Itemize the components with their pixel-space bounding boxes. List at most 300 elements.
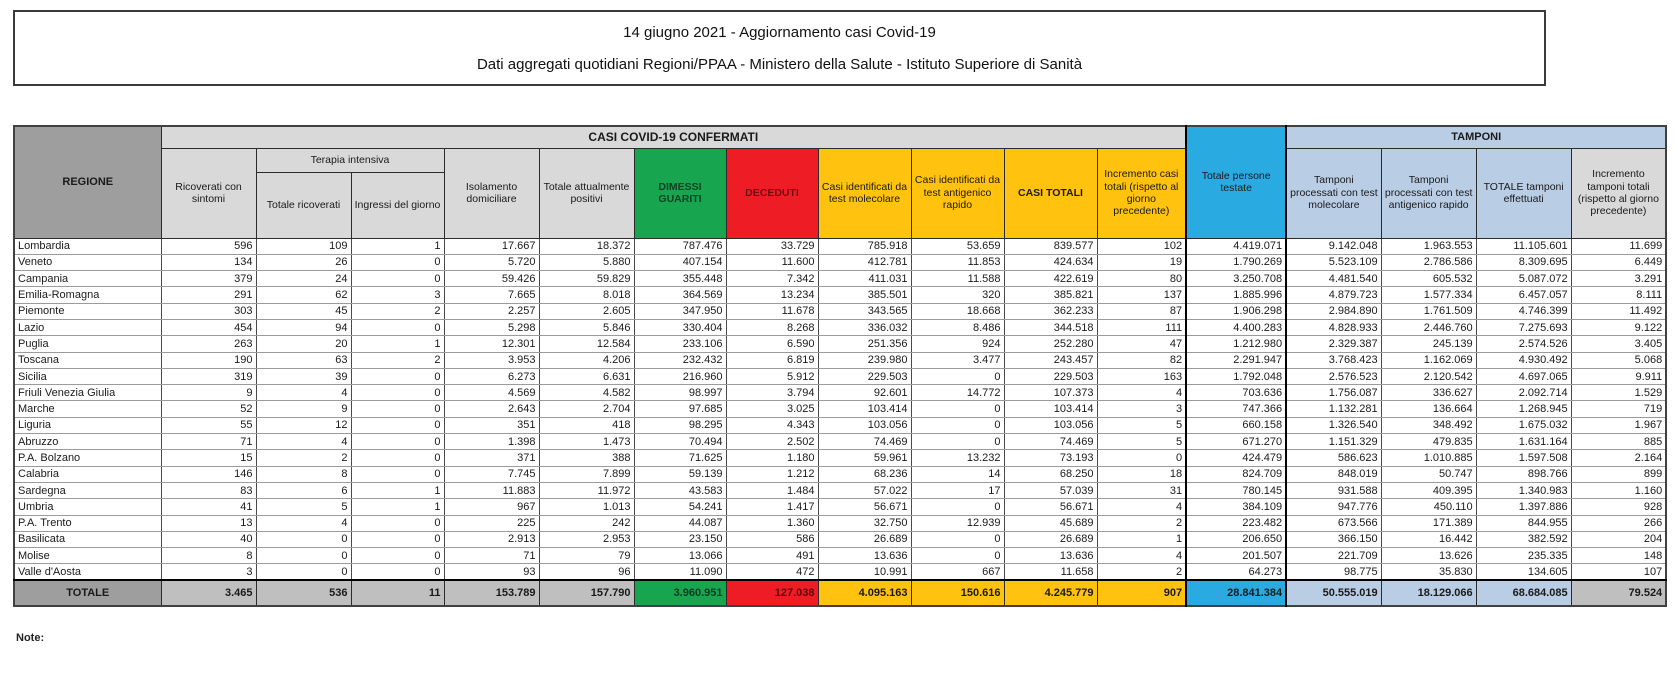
value-cell: 83 — [161, 482, 256, 498]
header-tamponi-antigenico: Tamponi processati con test antigenico rapido — [1381, 148, 1476, 238]
table-row — [14, 254, 1666, 270]
value-cell: 8.486 — [911, 319, 1004, 335]
value-cell: 71 — [444, 548, 539, 564]
region-name-cell: Toscana — [14, 352, 161, 368]
value-cell: 1.398 — [444, 434, 539, 450]
header-totale-ricoverati: Totale ricoverati — [256, 172, 351, 238]
value-cell: 2.913 — [444, 531, 539, 547]
value-cell: 1.360 — [726, 515, 818, 531]
total-value-cell: 536 — [256, 580, 351, 606]
value-cell: 4 — [1097, 499, 1186, 515]
value-cell: 0 — [351, 417, 444, 433]
region-name-cell: P.A. Bolzano — [14, 450, 161, 466]
table-row — [14, 417, 1666, 433]
value-cell: 59.139 — [634, 466, 726, 482]
value-cell: 0 — [256, 548, 351, 564]
value-cell: 4.930.492 — [1476, 352, 1571, 368]
table-row — [14, 401, 1666, 417]
value-cell: 18.372 — [539, 238, 634, 254]
value-cell: 216.960 — [634, 368, 726, 384]
value-cell: 0 — [351, 515, 444, 531]
value-cell: 1.792.048 — [1186, 368, 1286, 384]
value-cell: 1 — [351, 238, 444, 254]
value-cell: 347.950 — [634, 303, 726, 319]
value-cell: 885 — [1571, 434, 1666, 450]
value-cell: 31 — [1097, 482, 1186, 498]
value-cell: 11.678 — [726, 303, 818, 319]
value-cell: 344.518 — [1004, 319, 1097, 335]
value-cell: 303 — [161, 303, 256, 319]
value-cell: 0 — [256, 531, 351, 547]
total-value-cell: 50.555.019 — [1286, 580, 1381, 606]
value-cell: 5 — [1097, 434, 1186, 450]
value-cell: 4.206 — [539, 352, 634, 368]
value-cell: 98.775 — [1286, 564, 1381, 580]
total-value-cell: 127.038 — [726, 580, 818, 606]
table-row — [14, 515, 1666, 531]
value-cell: 11.588 — [911, 271, 1004, 287]
value-cell: 364.569 — [634, 287, 726, 303]
value-cell: 16.442 — [1381, 531, 1476, 547]
value-cell: 450.110 — [1381, 499, 1476, 515]
value-cell: 4 — [256, 385, 351, 401]
value-cell: 671.270 — [1186, 434, 1286, 450]
total-row — [14, 580, 1666, 606]
value-cell: 320 — [911, 287, 1004, 303]
value-cell: 898.766 — [1476, 466, 1571, 482]
table-row — [14, 336, 1666, 352]
value-cell: 13.626 — [1381, 548, 1476, 564]
region-name-cell: Emilia-Romagna — [14, 287, 161, 303]
table-row — [14, 466, 1666, 482]
header-regione: REGIONE — [14, 126, 161, 238]
value-cell: 0 — [351, 368, 444, 384]
value-cell: 13.636 — [818, 548, 911, 564]
value-cell: 263 — [161, 336, 256, 352]
value-cell: 7.745 — [444, 466, 539, 482]
value-cell: 454 — [161, 319, 256, 335]
total-value-cell: 907 — [1097, 580, 1186, 606]
value-cell: 3 — [1097, 401, 1186, 417]
header-group-casi-confermati: CASI COVID-19 CONFERMATI — [161, 126, 1186, 148]
value-cell: 1.473 — [539, 434, 634, 450]
value-cell: 18.668 — [911, 303, 1004, 319]
table-row — [14, 287, 1666, 303]
region-name-cell: Calabria — [14, 466, 161, 482]
value-cell: 80 — [1097, 271, 1186, 287]
region-name-cell: Marche — [14, 401, 161, 417]
value-cell: 785.918 — [818, 238, 911, 254]
table-row — [14, 531, 1666, 547]
value-cell: 2.257 — [444, 303, 539, 319]
value-cell: 9 — [256, 401, 351, 417]
value-cell: 243.457 — [1004, 352, 1097, 368]
total-value-cell: 153.789 — [444, 580, 539, 606]
region-name-cell: Friuli Venezia Giulia — [14, 385, 161, 401]
value-cell: 660.158 — [1186, 417, 1286, 433]
value-cell: 11.699 — [1571, 238, 1666, 254]
value-cell: 780.145 — [1186, 482, 1286, 498]
value-cell: 148 — [1571, 548, 1666, 564]
value-cell: 74.469 — [1004, 434, 1097, 450]
value-cell: 491 — [726, 548, 818, 564]
value-cell: 3 — [351, 287, 444, 303]
covid-data-table — [13, 125, 1667, 607]
value-cell: 107.373 — [1004, 385, 1097, 401]
table-row — [14, 564, 1666, 580]
value-cell: 26.689 — [1004, 531, 1097, 547]
region-name-cell: Liguria — [14, 417, 161, 433]
value-cell: 586 — [726, 531, 818, 547]
value-cell: 407.154 — [634, 254, 726, 270]
value-cell: 7.665 — [444, 287, 539, 303]
value-cell: 6.273 — [444, 368, 539, 384]
value-cell: 4.746.399 — [1476, 303, 1571, 319]
value-cell: 20 — [256, 336, 351, 352]
value-cell: 11.090 — [634, 564, 726, 580]
value-cell: 82 — [1097, 352, 1186, 368]
header-deceduti: DECEDUTI — [726, 148, 818, 238]
value-cell: 79 — [539, 548, 634, 564]
value-cell: 0 — [256, 564, 351, 580]
value-cell: 422.619 — [1004, 271, 1097, 287]
value-cell: 673.566 — [1286, 515, 1381, 531]
value-cell: 24 — [256, 271, 351, 287]
value-cell: 1 — [1097, 531, 1186, 547]
value-cell: 92.601 — [818, 385, 911, 401]
value-cell: 11.105.601 — [1476, 238, 1571, 254]
note-label: Note: — [16, 632, 45, 644]
table-body — [14, 238, 1666, 606]
value-cell: 17.667 — [444, 238, 539, 254]
table-row — [14, 319, 1666, 335]
value-cell: 15 — [161, 450, 256, 466]
table-row — [14, 482, 1666, 498]
value-cell: 71.625 — [634, 450, 726, 466]
value-cell: 71 — [161, 434, 256, 450]
value-cell: 2.786.586 — [1381, 254, 1476, 270]
value-cell: 41 — [161, 499, 256, 515]
value-cell: 586.623 — [1286, 450, 1381, 466]
total-value-cell: 79.524 — [1571, 580, 1666, 606]
value-cell: 17 — [911, 482, 1004, 498]
value-cell: 0 — [911, 434, 1004, 450]
value-cell: 50.747 — [1381, 466, 1476, 482]
value-cell: 4.419.071 — [1186, 238, 1286, 254]
region-name-cell: Puglia — [14, 336, 161, 352]
value-cell: 4.343 — [726, 417, 818, 433]
region-name-cell: Lombardia — [14, 238, 161, 254]
value-cell: 11.883 — [444, 482, 539, 498]
value-cell: 4 — [256, 434, 351, 450]
value-cell: 3.405 — [1571, 336, 1666, 352]
value-cell: 11.492 — [1571, 303, 1666, 319]
value-cell: 0 — [351, 254, 444, 270]
value-cell: 5 — [1097, 417, 1186, 433]
table-row — [14, 385, 1666, 401]
value-cell: 291 — [161, 287, 256, 303]
value-cell: 5.523.109 — [1286, 254, 1381, 270]
header-persone-testate: Totale persone testate — [1186, 126, 1286, 238]
table-row — [14, 499, 1666, 515]
value-cell: 351 — [444, 417, 539, 433]
value-cell: 103.414 — [818, 401, 911, 417]
value-cell: 1.484 — [726, 482, 818, 498]
total-value-cell: 18.129.066 — [1381, 580, 1476, 606]
value-cell: 2.643 — [444, 401, 539, 417]
table-row — [14, 238, 1666, 254]
value-cell: 190 — [161, 352, 256, 368]
value-cell: 355.448 — [634, 271, 726, 287]
value-cell: 6.457.057 — [1476, 287, 1571, 303]
value-cell: 899 — [1571, 466, 1666, 482]
value-cell: 382.592 — [1476, 531, 1571, 547]
value-cell: 1.132.281 — [1286, 401, 1381, 417]
value-cell: 68.250 — [1004, 466, 1097, 482]
region-name-cell: Molise — [14, 548, 161, 564]
value-cell: 1.180 — [726, 450, 818, 466]
value-cell: 239.980 — [818, 352, 911, 368]
value-cell: 225 — [444, 515, 539, 531]
value-cell: 107 — [1571, 564, 1666, 580]
value-cell: 4.582 — [539, 385, 634, 401]
total-value-cell: 157.790 — [539, 580, 634, 606]
value-cell: 4 — [1097, 548, 1186, 564]
value-cell: 56.671 — [1004, 499, 1097, 515]
page-subtitle: Dati aggregati quotidiani Regioni/PPAA - Ministero della Salute - Istituto Superiore di Sanità — [476, 56, 1083, 73]
value-cell: 1.340.983 — [1476, 482, 1571, 498]
header-incremento-tamponi: Incremento tamponi totali (rispetto al giorno precedente) — [1571, 148, 1666, 238]
value-cell: 7.342 — [726, 271, 818, 287]
value-cell: 2.574.526 — [1476, 336, 1571, 352]
value-cell: 12 — [256, 417, 351, 433]
value-cell: 137 — [1097, 287, 1186, 303]
table-row — [14, 271, 1666, 287]
header-dimessi-guariti: DIMESSI GUARITI — [634, 148, 726, 238]
value-cell: 45 — [256, 303, 351, 319]
value-cell: 719 — [1571, 401, 1666, 417]
value-cell: 1.906.298 — [1186, 303, 1286, 319]
value-cell: 8 — [256, 466, 351, 482]
value-cell: 70.494 — [634, 434, 726, 450]
value-cell: 0 — [1097, 450, 1186, 466]
value-cell: 59.829 — [539, 271, 634, 287]
value-cell: 57.039 — [1004, 482, 1097, 498]
value-cell: 2 — [351, 352, 444, 368]
table-row — [14, 352, 1666, 368]
value-cell: 479.835 — [1381, 434, 1476, 450]
value-cell: 97.685 — [634, 401, 726, 417]
value-cell: 3.953 — [444, 352, 539, 368]
value-cell: 2.984.890 — [1286, 303, 1381, 319]
value-cell: 52 — [161, 401, 256, 417]
value-cell: 348.492 — [1381, 417, 1476, 433]
value-cell: 204 — [1571, 531, 1666, 547]
value-cell: 26.689 — [818, 531, 911, 547]
value-cell: 266 — [1571, 515, 1666, 531]
value-cell: 26 — [256, 254, 351, 270]
value-cell: 5.912 — [726, 368, 818, 384]
value-cell: 928 — [1571, 499, 1666, 515]
value-cell: 379 — [161, 271, 256, 287]
value-cell: 1 — [351, 336, 444, 352]
value-cell: 4.481.540 — [1286, 271, 1381, 287]
value-cell: 1.967 — [1571, 417, 1666, 433]
value-cell: 3.768.423 — [1286, 352, 1381, 368]
value-cell: 5.846 — [539, 319, 634, 335]
value-cell: 0 — [351, 385, 444, 401]
value-cell: 0 — [351, 531, 444, 547]
value-cell: 229.503 — [1004, 368, 1097, 384]
value-cell: 54.241 — [634, 499, 726, 515]
value-cell: 12.584 — [539, 336, 634, 352]
value-cell: 1.790.269 — [1186, 254, 1286, 270]
value-cell: 59.426 — [444, 271, 539, 287]
header-casi-molecolare: Casi identificati da test molecolare — [818, 148, 911, 238]
value-cell: 103.414 — [1004, 401, 1097, 417]
value-cell: 2.704 — [539, 401, 634, 417]
value-cell: 63 — [256, 352, 351, 368]
value-cell: 3.477 — [911, 352, 1004, 368]
value-cell: 13.234 — [726, 287, 818, 303]
value-cell: 1.675.032 — [1476, 417, 1571, 433]
total-value-cell: 4.245.779 — [1004, 580, 1097, 606]
value-cell: 3.794 — [726, 385, 818, 401]
value-cell: 233.106 — [634, 336, 726, 352]
value-cell: 6.449 — [1571, 254, 1666, 270]
value-cell: 7.899 — [539, 466, 634, 482]
value-cell: 418 — [539, 417, 634, 433]
value-cell: 43.583 — [634, 482, 726, 498]
value-cell: 7.275.693 — [1476, 319, 1571, 335]
value-cell: 824.709 — [1186, 466, 1286, 482]
value-cell: 2.120.542 — [1381, 368, 1476, 384]
value-cell: 336.032 — [818, 319, 911, 335]
total-value-cell: 68.684.085 — [1476, 580, 1571, 606]
value-cell: 56.671 — [818, 499, 911, 515]
value-cell: 1.417 — [726, 499, 818, 515]
value-cell: 0 — [911, 401, 1004, 417]
value-cell: 223.482 — [1186, 515, 1286, 531]
value-cell: 1.885.996 — [1186, 287, 1286, 303]
header-tamponi-molecolare: Tamponi processati con test molecolare — [1286, 148, 1381, 238]
value-cell: 1.631.164 — [1476, 434, 1571, 450]
value-cell: 12.939 — [911, 515, 1004, 531]
value-cell: 1.268.945 — [1476, 401, 1571, 417]
value-cell: 87 — [1097, 303, 1186, 319]
value-cell: 411.031 — [818, 271, 911, 287]
header-incremento-casi: Incremento casi totali (rispetto al giorno precedente) — [1097, 148, 1186, 238]
value-cell: 424.634 — [1004, 254, 1097, 270]
value-cell: 8.309.695 — [1476, 254, 1571, 270]
value-cell: 146 — [161, 466, 256, 482]
header-tamponi-totale: TOTALE tamponi effettuati — [1476, 148, 1571, 238]
value-cell: 703.636 — [1186, 385, 1286, 401]
value-cell: 412.781 — [818, 254, 911, 270]
value-cell: 9.911 — [1571, 368, 1666, 384]
value-cell: 343.565 — [818, 303, 911, 319]
covid-data-table-wrapper — [13, 125, 1667, 607]
value-cell: 1 — [351, 499, 444, 515]
value-cell: 1.529 — [1571, 385, 1666, 401]
value-cell: 4.400.283 — [1186, 319, 1286, 335]
value-cell: 59.961 — [818, 450, 911, 466]
table-row — [14, 303, 1666, 319]
value-cell: 1.963.553 — [1381, 238, 1476, 254]
value-cell: 44.087 — [634, 515, 726, 531]
value-cell: 10.991 — [818, 564, 911, 580]
value-cell: 5.720 — [444, 254, 539, 270]
value-cell: 0 — [351, 564, 444, 580]
region-name-cell: Piemonte — [14, 303, 161, 319]
region-name-cell: Campania — [14, 271, 161, 287]
value-cell: 0 — [351, 450, 444, 466]
region-name-cell: P.A. Trento — [14, 515, 161, 531]
value-cell: 68.236 — [818, 466, 911, 482]
value-cell: 1.212 — [726, 466, 818, 482]
value-cell: 0 — [351, 434, 444, 450]
value-cell: 0 — [351, 401, 444, 417]
value-cell: 6.590 — [726, 336, 818, 352]
value-cell: 385.501 — [818, 287, 911, 303]
value-cell: 2 — [1097, 564, 1186, 580]
value-cell: 94 — [256, 319, 351, 335]
value-cell: 472 — [726, 564, 818, 580]
value-cell: 605.532 — [1381, 271, 1476, 287]
value-cell: 336.627 — [1381, 385, 1476, 401]
header-ingressi-giorno: Ingressi del giorno — [351, 172, 444, 238]
value-cell: 2 — [256, 450, 351, 466]
value-cell: 8.111 — [1571, 287, 1666, 303]
region-name-cell: Umbria — [14, 499, 161, 515]
value-cell: 13 — [161, 515, 256, 531]
value-cell: 251.356 — [818, 336, 911, 352]
total-value-cell: 4.095.163 — [818, 580, 911, 606]
value-cell: 6.631 — [539, 368, 634, 384]
value-cell: 55 — [161, 417, 256, 433]
value-cell: 2.164 — [1571, 450, 1666, 466]
value-cell: 201.507 — [1186, 548, 1286, 564]
title-box — [13, 10, 1546, 86]
value-cell: 366.150 — [1286, 531, 1381, 547]
value-cell: 6 — [256, 482, 351, 498]
value-cell: 232.432 — [634, 352, 726, 368]
value-cell: 844.955 — [1476, 515, 1571, 531]
value-cell: 206.650 — [1186, 531, 1286, 547]
value-cell: 2.092.714 — [1476, 385, 1571, 401]
table-row — [14, 368, 1666, 384]
value-cell: 0 — [911, 499, 1004, 515]
header-casi-totali: CASI TOTALI — [1004, 148, 1097, 238]
value-cell: 73.193 — [1004, 450, 1097, 466]
value-cell: 96 — [539, 564, 634, 580]
region-name-cell: Abruzzo — [14, 434, 161, 450]
value-cell: 6.819 — [726, 352, 818, 368]
value-cell: 0 — [351, 548, 444, 564]
value-cell: 0 — [911, 368, 1004, 384]
value-cell: 924 — [911, 336, 1004, 352]
value-cell: 5.298 — [444, 319, 539, 335]
value-cell: 1.397.886 — [1476, 499, 1571, 515]
value-cell: 32.750 — [818, 515, 911, 531]
value-cell: 8.268 — [726, 319, 818, 335]
value-cell: 134 — [161, 254, 256, 270]
value-cell: 1.756.087 — [1286, 385, 1381, 401]
value-cell: 1.761.509 — [1381, 303, 1476, 319]
value-cell: 1.160 — [1571, 482, 1666, 498]
value-cell: 98.997 — [634, 385, 726, 401]
table-header — [14, 126, 1666, 238]
